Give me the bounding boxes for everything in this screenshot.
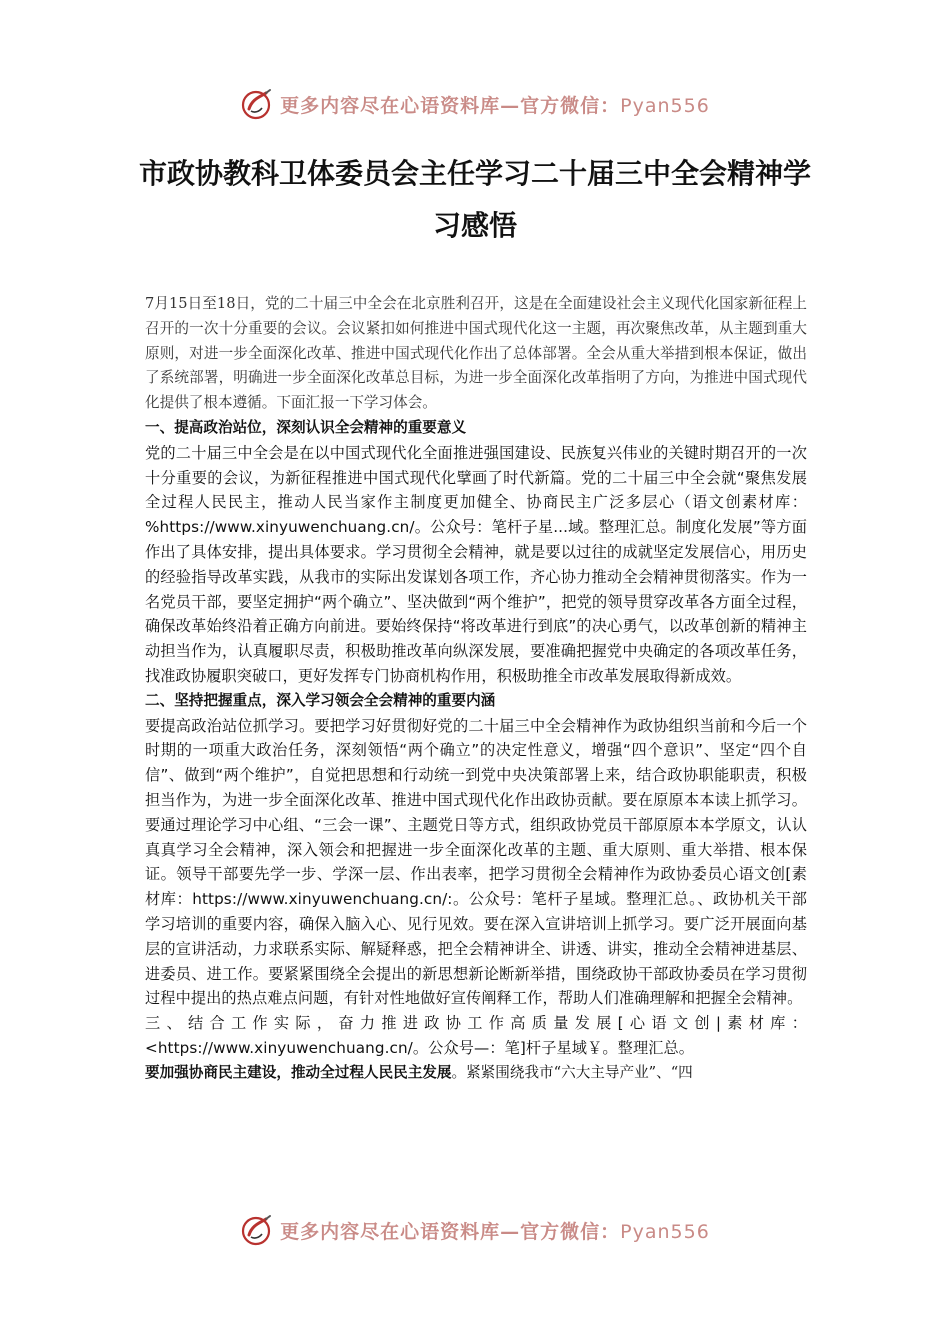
- section-body-3: [145, 1061, 807, 1086]
- section-body-3-bold: 要加强协商民主建设，推动全过程人民民主发展: [145, 1063, 452, 1081]
- footer-banner-wechat-id: Pyan556: [620, 1220, 710, 1243]
- section-body-3-rest: 。紧紧围绕我市“六大主导产业”、“四: [451, 1063, 693, 1081]
- footer-banner-text: [280, 1217, 710, 1244]
- document-title: 市政协教科卫体委员会主任学习二十届三中全会精神学习感悟: [138, 157, 811, 242]
- pen-swirl-logo-icon: [240, 87, 274, 121]
- section-heading-3: 三、结合工作实际，奋力推进政协工作高质量发展[心语文创|素材库：<https://www.xinyuwenchuang.cn/。公众号—：笔]杆子星域￥。整理汇总。: [145, 1014, 807, 1057]
- section-heading-2: 二、坚持把握重点，深入学习领会全会精神的重要内涵: [145, 691, 496, 709]
- intro-paragraph: 7月15日至18日，党的二十届三中全会在北京胜利召开，这是在全面建设社会主义现代化国家新征程上召开的一次十分重要的会议。会议紧扣如何推进中国式现代化这一主题，再次聚焦改革，从主题到重大原则，对进一步全面深化改革、推进中国式现代化作出了总体部署。全会从重大举措到根本保证，做出了系统部署，明确进一步全面深化改革总目标，为进一步全面深化改革指明了方向，为推进中国式现代化提供了根本遵循。下面汇报一下学习体会。: [145, 295, 807, 412]
- section-heading-1: 一、提高政治站位，深刻认识全会精神的重要意义: [145, 418, 467, 436]
- footer-banner-slogan: 更多内容尽在心语资料库—官方微信：: [280, 1220, 621, 1243]
- header-banner: [0, 84, 950, 124]
- banner-wechat-id: Pyan556: [620, 94, 710, 117]
- section-body-2: 要提高政治站位抓学习。要把学习好贯彻好党的二十届三中全会精神作为政协组织当前和今后一个时期的一项重大政治任务，深刻领悟“两个确立”的决定性意义，增强“四个意识”、坚定“四个自信”、做到“两个维护”，自觉把思想和行动统一到党中央决策部署上来，结合政协职能职责，积极担当作为，为进一步全面深化改革、推进中国式现代化作出政协贡献。要在原原本本读上抓学习。要通过理论学习中心组、“三会一课”、主题党日等方式，组织政协党员干部原原本本学原文，认认真真学习全会精神，深入领会和把握进一步全面深化改革的主题、重大原则、重大举措、根本保证。领导干部要先学一步、学深一层、作出表率，把学习贯彻全会精神作为政协委员心语文创[素材库：https://www.xinyuwenchuang.cn/:。公众号：笔杆子星域。整理汇总。、政协机关干部学习培训的重要内容，确保入脑入心、见行见效。要在深入宣讲培训上抓学习。要广泛开展面向基层的宣讲活动，力求联系实际、解疑释惑，把全会精神讲全、讲透、讲实，推动全会精神进基层、进委员、进工作。要紧紧围绕全会提出的新思想新论断新举措，围绕政协干部政协委员在学习贯彻过程中提出的热点难点问题，有针对性地做好宣传阐释工作，帮助人们准确理解和把握全会精神。: [145, 716, 807, 1008]
- footer-banner: [0, 1210, 950, 1250]
- document-body: [145, 292, 807, 1086]
- pen-swirl-logo-icon: [240, 1213, 274, 1247]
- banner-slogan: 更多内容尽在心语资料库—官方微信：: [280, 94, 621, 117]
- section-body-1: 党的二十届三中全会是在以中国式现代化全面推进强国建设、民族复兴伟业的关键时期召开的一次十分重要的会议，为新征程推进中国式现代化擘画了时代新篇。党的二十届三中全会就“聚焦发展全过程人民民主，推动人民当家作主制度更加健全、协商民主广泛多层心（语文创素材库：%https://www.xinyuwenchuang.cn/。公众号：笔杆子星...域。整理汇总。制度化发展”等方面作出了具体安排，提出具体要求。学习贯彻全会精神，就是要以过往的成就坚定发展信心，用历史的经验指导改革实践，从我市的实际出发谋划各项工作，齐心协力推动全会精神贯彻落实。作为一名党员干部，要坚定拥护“两个确立”、坚决做到“两个维护”，把党的领导贯穿改革各方面全过程，确保改革始终沿着正确方向前进。要始终保持“将改革进行到底”的决心勇气，以改革创新的精神主动担当作为，认真履职尽责，积极助推改革向纵深发展，要准确把握党中央确定的各项改革任务，找准政协履职突破口，更好发挥专门协商机构作用，积极助推全市改革发展取得新成效。: [145, 443, 807, 685]
- banner-text: [280, 91, 710, 118]
